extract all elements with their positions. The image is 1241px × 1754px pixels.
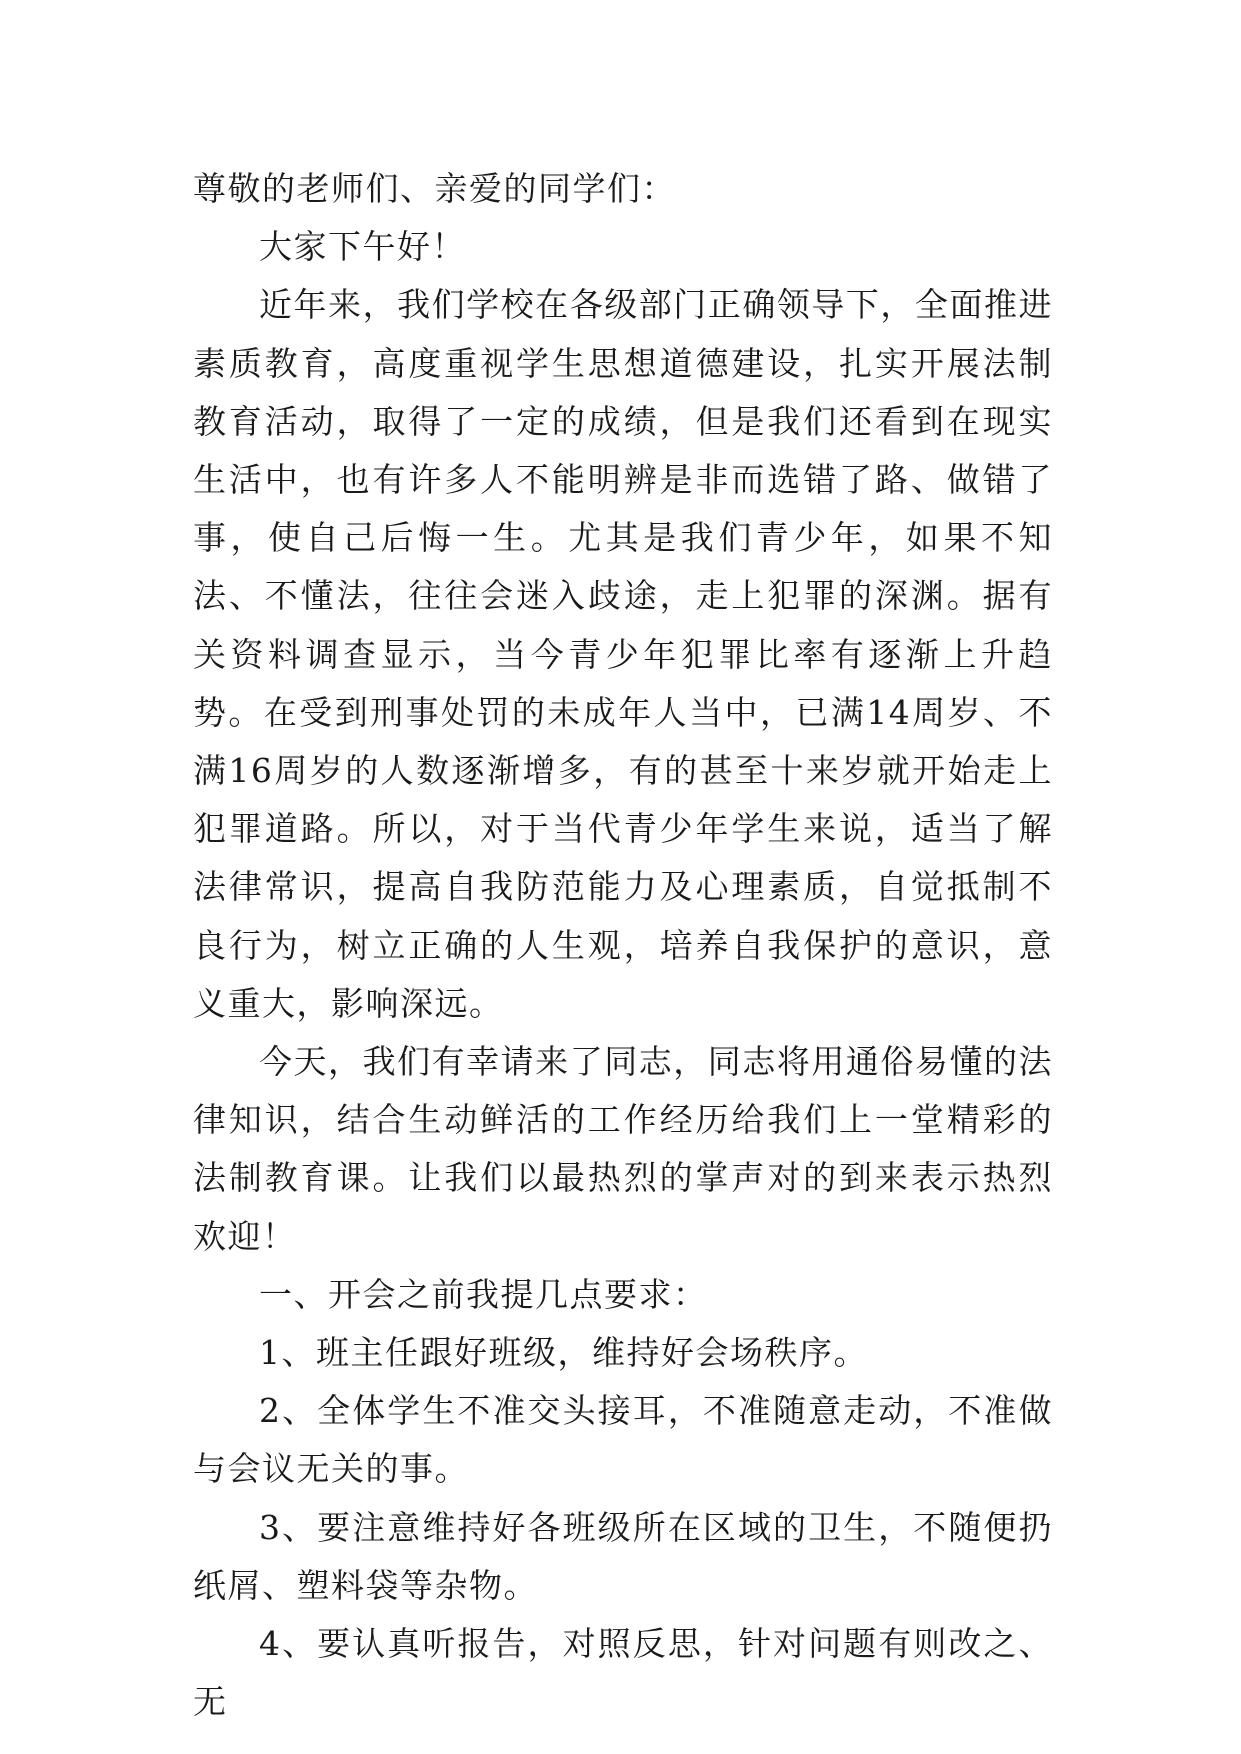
body-paragraph-intro: 近年来，我们学校在各级部门正确领导下，全面推进素质教育，高度重视学生思想道德建设，扎实开展法制教育活动，取得了一定的成绩，但是我们还看到在现实生活中，也有许多人不能明辨是非而选错了路、做错了事，使自己后悔一生。尤其是我们青少年，如果不知法、不懂法，往往会迷入歧途，走上犯罪的深渊。据有关资料调查显示，当今青少年犯罪比率有逐渐上升趋势。在受到刑事处罚的未成年人当中，已满14周岁、不满16周岁的人数逐渐增多，有的甚至十来岁就开始走上犯罪道路。所以，对于当代青少年学生来说，适当了解法律常识，提高自我防范能力及心理素质，自觉抵制不良行为，树立正确的人生观，培养自我保护的意识，意义重大，影响深远。 [193, 285, 1053, 1023]
requirements-heading: 一、开会之前我提几点要求： [259, 1274, 708, 1314]
requirement-item-4: 4、要认真听报告，对照反思，针对问题有则改之、无 [193, 1624, 1053, 1722]
body-paragraph-welcome: 今天，我们有幸请来了同志，同志将用通俗易懂的法律知识，结合生动鲜活的工作经历给我们上一堂精彩的法制教育课。让我们以最热烈的掌声对的到来表示热烈欢迎！ [193, 1042, 1053, 1256]
salutation: 尊敬的老师们、亲爱的同学们： [193, 169, 676, 208]
document-body [193, 160, 1053, 1731]
requirement-item-3: 3、要注意维持好各班级所在区域的卫生，不随便扔纸屑、塑料袋等杂物。 [193, 1507, 1053, 1605]
requirement-item-2: 2、全体学生不准交头接耳，不准随意走动，不准做与会议无关的事。 [193, 1391, 1053, 1489]
requirement-item-1: 1、班主任跟好班级，维持好会场秩序。 [259, 1333, 868, 1373]
greeting-paragraph: 大家下午好！ [259, 227, 466, 267]
